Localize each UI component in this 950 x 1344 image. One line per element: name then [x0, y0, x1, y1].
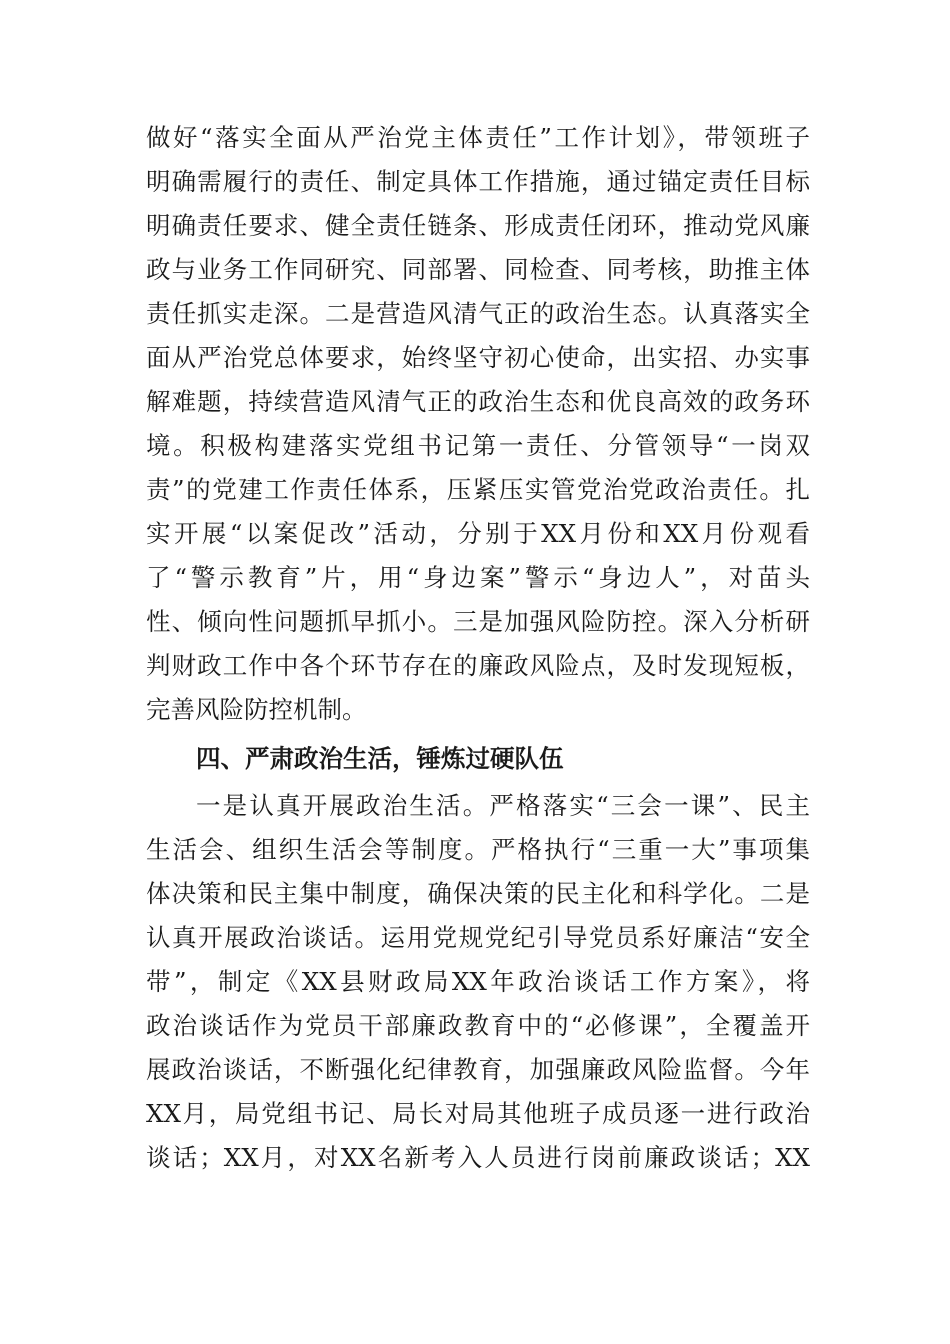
paragraph-line: 完善风险防控机制。 [146, 695, 367, 724]
paragraph-line: 境。积极构建落实党组书记第一责任、分管领导“一岗双 [146, 431, 810, 460]
paragraph-line: XX月，局党组书记、局长对局其他班子成员逐一进行政治 [146, 1099, 810, 1128]
paragraph-line: 责”的党建工作责任体系，压紧压实管党治党政治责任。扎 [146, 475, 810, 504]
paragraph-line: 做好“落实全面从严治党主体责任”工作计划》，带领班子 [146, 123, 810, 152]
paragraph-line: 了“警示教育”片，用“身边案”警示“身边人”，对苗头 [146, 563, 810, 592]
paragraph-line: 认真开展政治谈话。运用党规党纪引导党员系好廉洁“安全 [146, 923, 810, 952]
paragraph-line: 展政治谈话，不断强化纪律教育，加强廉政风险监督。今年 [146, 1055, 810, 1084]
paragraph-line: 明确责任要求、健全责任链条、形成责任闭环，推动党风廉 [146, 211, 810, 240]
paragraph-line: 实开展“以案促改”活动，分别于XX月份和XX月份观看 [146, 519, 810, 548]
paragraph-line: 一是认真开展政治生活。严格落实“三会一课”、民主 [196, 791, 810, 820]
section-heading: 四、严肃政治生活，锤炼过硬队伍 [196, 744, 564, 773]
paragraph-line: 解难题，持续营造风清气正的政治生态和优良高效的政务环 [146, 387, 810, 416]
paragraph-line: 政与业务工作同研究、同部署、同检查、同考核，助推主体 [146, 255, 810, 284]
paragraph-line: 明确需履行的责任、制定具体工作措施，通过锚定责任目标 [146, 167, 810, 196]
paragraph-line: 面从严治党总体要求，始终坚守初心使命，出实招、办实事 [146, 343, 810, 372]
paragraph-line: 责任抓实走深。二是营造风清气正的政治生态。认真落实全 [146, 299, 810, 328]
paragraph-line: 政治谈话作为党员干部廉政教育中的“必修课”，全覆盖开 [146, 1011, 810, 1040]
paragraph-line: 生活会、组织生活会等制度。严格执行“三重一大”事项集 [146, 835, 810, 864]
paragraph-line: 体决策和民主集中制度，确保决策的民主化和科学化。二是 [146, 879, 810, 908]
paragraph-line: 带”，制定《XX县财政局XX年政治谈话工作方案》，将 [146, 967, 810, 996]
paragraph-line: 谈话；XX月，对XX名新考入人员进行岗前廉政谈话；XX [146, 1143, 810, 1172]
paragraph-line: 性、倾向性问题抓早抓小。三是加强风险防控。深入分析研 [146, 607, 810, 636]
paragraph-line: 判财政工作中各个环节存在的廉政风险点，及时发现短板， [146, 651, 810, 680]
